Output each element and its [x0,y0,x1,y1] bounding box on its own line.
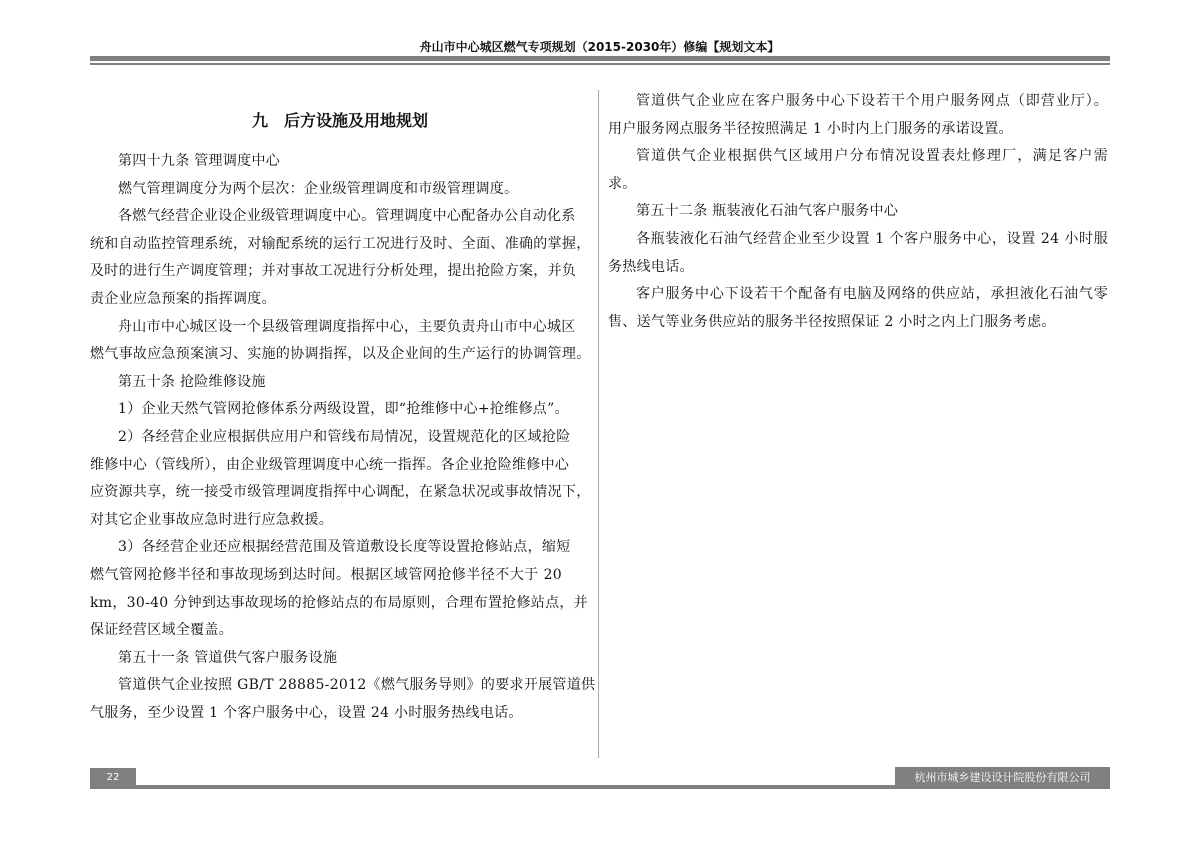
paragraph-line-first: 1）企业天然气管网抢修体系分两级设置，即“抢维修中心+抢维修点”。 [118,401,569,418]
paragraph-line: 燃气事故应急预案演习、实施的协调指挥，以及企业间的生产运行的协调管理。 [90,346,591,363]
paragraph-line-first: 第五十一条 管道供气客户服务设施 [118,649,338,666]
paragraph-line: 气服务，至少设置 1 个客户服务中心，设置 24 小时服务热线电话。 [90,705,523,721]
paragraph-line-first: 各燃气经营企业设企业级管理调度中心。管理调度中心配备办公自动化系 [118,208,576,225]
paragraph-line: 售、送气等业务供应站的服务半径按照保证 2 小时之内上门服务考虑。 [608,313,1056,330]
paragraph-line: 燃气管网抢修半径和事故现场到达时间。根据区域管网抢修半径不大于 20 [90,567,562,583]
footer-organization: 杭州市城乡建设设计院股份有限公司 [895,767,1110,788]
paragraph-line: 务热线电话。 [608,258,694,275]
paragraph-line: 统和自动监控管理系统，对输配系统的运行工况进行及时、全面、准确的掌握， [90,235,591,252]
paragraph-line: km，30-40 分钟到达事故现场的抢修站点的布局原则，合理布置抢修站点，并 [90,594,588,611]
paragraph-line-first: 舟山市中心城区设一个县级管理调度指挥中心，主要负责舟山市中心城区 [118,318,576,335]
paragraph-line: 及时的进行生产调度管理；并对事故工况进行分析处理，提出抢险方案，并负 [90,263,577,280]
header-rule-thin [90,63,1110,65]
paragraph-line-first: 管道供气企业应在客户服务中心下设若干个用户服务网点（即营业厅）。 [636,93,1108,109]
paragraph-line: 维修中心（管线所），由企业级管理调度中心统一指挥。各企业抢险维修中心 [90,456,570,473]
paragraph-line-first: 客户服务中心下设若干个配备有电脑及网络的供应站，承担液化石油气零 [636,286,1108,303]
paragraph-line-first: 第五十二条 瓶装液化石油气客户服务中心 [636,203,899,220]
column-divider [598,90,599,758]
section-title: 九 后方设施及用地规划 [251,111,428,130]
paragraph-line: 求。 [608,175,637,192]
paragraph-line: 保证经营区域全覆盖。 [90,622,233,639]
header-rule-thick [90,56,1110,61]
paragraph-line-first: 第四十九条 管理调度中心 [118,153,281,169]
paragraph-line-first: 管道供气企业按照 GB/T 28885-2012《燃气服务导则》的要求开展管道供 [118,677,596,694]
paragraph-line: 责企业应急预案的指挥调度。 [90,291,276,307]
paragraph-line-first: 第五十条 抢险维修设施 [118,373,266,390]
paragraph-line-first: 3）各经营企业还应根据经营范围及管道敷设长度等设置抢修站点，缩短 [118,539,571,556]
paragraph-line-first: 燃气管理调度分为两个层次：企业级管理调度和市级管理调度。 [118,180,519,197]
paragraph-line-first: 各瓶装液化石油气经营企业至少设置 1 个客户服务中心，设置 24 小时服 [636,231,1108,247]
paragraph-line-first: 2）各经营企业应根据供应用户和管线布局情况，设置规范化的区域抢险 [118,429,571,445]
page-number: 22 [90,768,136,788]
paragraph-line: 对其它企业事故应急时进行应急救援。 [90,511,334,528]
paragraph-line-first: 管道供气企业根据供气区域用户分布情况设置表灶修理厂，满足客户需 [636,148,1108,165]
paragraph-line: 用户服务网点服务半径按照满足 1 小时内上门服务的承诺设置。 [608,120,1013,137]
paragraph-line: 应资源共享，统一接受市级管理调度指挥中心调配，在紧急状况或事故情况下， [90,484,591,501]
header-title: 舟山市中心城区燃气专项规划（2015-2030年）修编【规划文本】 [419,40,780,54]
